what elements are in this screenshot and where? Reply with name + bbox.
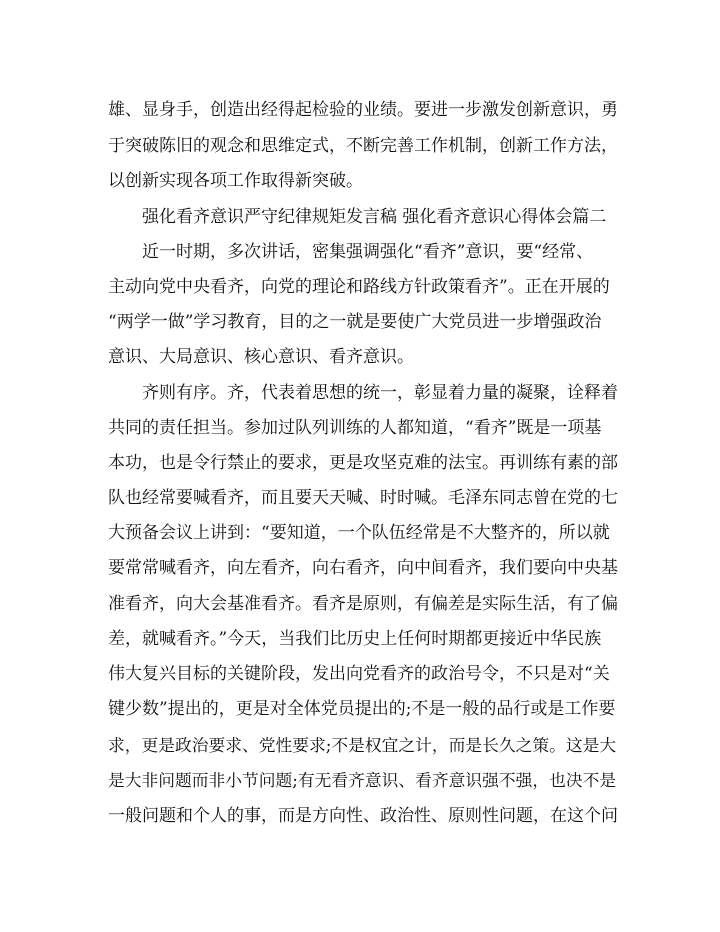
- text-line: 雄、显身手，创造出经得起检验的业绩。要进一步激发创新意识，勇: [108, 100, 618, 120]
- text-line: 共同的责任担当。参加过队列训练的人都知道，“看齐”既是一项基: [108, 418, 602, 438]
- section-heading: 强化看齐意识严守纪律规矩发言稿 强化看齐意识心得体会篇二: [108, 207, 607, 227]
- text-line: 差，就喊看齐。”今天，当我们比历史上任何时期都更接近中华民族: [108, 629, 602, 649]
- text-line: 本功，也是令行禁止的要求，更是攻坚克难的法宝。再训练有素的部: [108, 453, 618, 473]
- text-line: 齐则有序。齐，代表着思想的统一，彰显着力量的凝聚，诠释着: [108, 383, 618, 403]
- text-line: 主动向党中央看齐，向党的理论和路线方针政策看齐”。正在开展的: [108, 277, 610, 297]
- text-line: 伟大复兴目标的关键阶段，发出向党看齐的政治号令，不只是对“关: [108, 664, 610, 684]
- text-line: 准看齐，向大会基准看齐。看齐是原则，有偏差是实际生活，有了偏: [108, 594, 618, 614]
- text-line: 是大非问题而非小节问题;有无看齐意识、看齐意识强不强，也决不是: [108, 770, 617, 790]
- text-line: 意识、大局意识、核心意识、看齐意识。: [108, 347, 414, 367]
- text-line: 键少数”提出的，更是对全体党员提出的;不是一般的品行或是工作要: [108, 699, 616, 719]
- text-line: 于突破陈旧的观念和思维定式，不断完善工作机制，创新工作方法，: [108, 136, 618, 156]
- text-line: 一般问题和个人的事，而是方向性、政治性、原则性问题，在这个问: [108, 806, 618, 826]
- text-line: 队也经常要喊看齐，而且要天天喊、时时喊。毛泽东同志曾在党的七: [108, 488, 618, 508]
- text-line: 要常常喊看齐，向左看齐，向右看齐，向中间看齐，我们要向中央基: [108, 558, 618, 578]
- text-line: 大预备会议上讲到：“要知道，一个队伍经常是不大整齐的，所以就: [108, 523, 610, 543]
- text-line: 以创新实现各项工作取得新突破。: [108, 171, 363, 191]
- text-line: “两学一做”学习教育，目的之一就是要使广大党员进一步增强政治: [108, 312, 602, 332]
- text-line: 求，更是政治要求、党性要求;不是权宜之计，而是长久之策。这是大: [108, 735, 617, 755]
- text-line: 近一时期，多次讲话，密集强调强化“看齐”意识，要“经常、: [108, 242, 594, 262]
